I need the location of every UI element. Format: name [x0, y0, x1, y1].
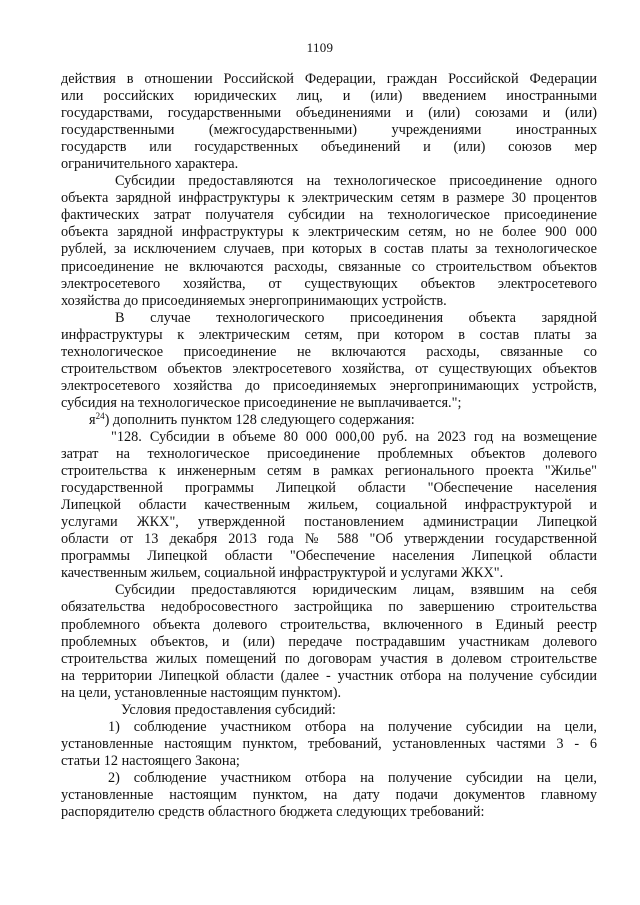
text-line: Субсидии предоставляются на технологическое присоединение одного	[115, 173, 597, 190]
text-line: затрат на технологическое присоединение проблемных объектов долевого	[61, 446, 597, 463]
text-line: рублей, за исключением случаев, при которых в состав платы за технологическое	[61, 241, 597, 258]
text-line: программы Липецкой области "Обеспечение населения Липецкой области	[61, 548, 597, 565]
text-block-conditions	[61, 719, 597, 821]
text-line: субсидия на технологическое присоединение не выплачивается.";	[61, 394, 462, 411]
conditions-heading	[61, 702, 597, 719]
amendment-prefix: я	[89, 411, 96, 428]
text-line: государственными (межгосударственными) учреждениями иностранных	[61, 122, 597, 139]
text-line: статьи 12 настоящего Закона;	[61, 752, 240, 769]
text-line: услугами ЖКХ", утвержденной постановлением администрации Липецкой	[61, 514, 597, 531]
text-line: Липецкой области качественным жильем, социальной инфраструктурой и	[61, 497, 597, 514]
text-line: на цели, установленные настоящим пунктом).	[61, 684, 342, 701]
text-line: строительства к инженерным сетям в рамках регионального проекта "Жилье"	[61, 463, 597, 480]
text-line: 1) соблюдение участником отбора на получение субсидии на цели,	[108, 718, 597, 735]
text-line: строительства жилых помещений по договорам участия в долевом строительстве	[61, 650, 597, 667]
text-line: распорядителю средств областного бюджета следующих требований:	[61, 804, 485, 821]
text-line: обязательства недобросовестного застройщика по завершению строительства	[61, 599, 597, 616]
text-line: проблемного объекта долевого строительства, включенного в Единый реестр	[61, 616, 597, 633]
text-line: инфраструктуры к электрическим сетям, при котором в состав платы за	[61, 326, 597, 343]
text-line: объекта зарядной инфраструктуры к электрическим сетям в размере 30 процентов	[61, 190, 597, 207]
amendment-superscript: 24	[95, 410, 105, 421]
text-block-point-128	[61, 429, 597, 702]
conditions-heading-text: Условия предоставления субсидий:	[121, 701, 336, 718]
text-line: электросетевого хозяйства до присоединяемых энергопринимающих устройств,	[61, 377, 597, 394]
text-line: действия в отношении Российской Федерации, граждан Российской Федерации	[61, 71, 597, 87]
text-line: объекта зарядной инфраструктуры к электрическим сетям, но не более 900 000	[61, 224, 597, 241]
text-line: области от 13 декабря 2013 года № 588 "Об утверждении государственной	[61, 531, 597, 548]
text-line: хозяйства до присоединяемых энергопринимающих устройств.	[61, 292, 447, 309]
text-line: фактических затрат получателя субсидии на технологическое присоединение	[61, 207, 597, 224]
paragraph	[61, 429, 597, 582]
text-line: на территории Липецкой области (далее - участник отбора на получение субсидии	[61, 667, 597, 684]
amendment-rest: ) дополнить пунктом 128 следующего содержания:	[104, 411, 415, 428]
text-line: Субсидии предоставляются юридическим лицам, взявшим на себя	[115, 582, 597, 599]
text-line: электросетевого хозяйства, от существующих объектов электросетевого	[61, 275, 597, 292]
text-line: государств или государственных объединений и (или) союзов мер	[61, 139, 597, 156]
text-line: проблемных объектов, и (или) передаче пострадавшим участникам долевого	[61, 633, 597, 650]
paragraph	[61, 173, 597, 309]
text-line: присоединение не включаются расходы, связанные со строительством объектов	[61, 258, 597, 275]
text-line: государствами, государственными объединениями и (или) союзами и (или)	[61, 105, 597, 122]
text-line: качественным жильем, социальной инфраструктурой и услугами ЖКХ".	[61, 565, 504, 582]
text-line: "128. Субсидии в объеме 80 000 000,00 руб. на 2023 год на возмещение	[111, 428, 597, 445]
text-line: технологическое присоединение не включаются расходы, связанные со	[61, 343, 597, 360]
paragraph	[61, 582, 597, 701]
text-line: строительством объектов электросетевого хозяйства, от существующих объектов	[61, 360, 597, 377]
page-number: 1109	[306, 40, 334, 55]
paragraph	[61, 310, 597, 412]
text-block-continuation	[61, 71, 597, 412]
paragraph	[61, 770, 597, 821]
amendment-line	[61, 412, 597, 429]
text-line: или российских юридических лиц, и (или) введением иностранными	[61, 88, 597, 105]
text-line: установленные настоящим пунктом, на дату подачи документов главному	[61, 786, 597, 803]
text-line: установленные настоящим пунктом, требований, установленных частями 3 - 6	[61, 735, 597, 752]
text-line: В случае технологического присоединения объекта зарядной	[115, 309, 597, 326]
text-line: 2) соблюдение участником отбора на получение субсидии на цели,	[108, 769, 597, 786]
text-line: государственной программы Липецкой области "Обеспечение населения	[61, 480, 597, 497]
document-body	[61, 71, 597, 821]
paragraph	[61, 719, 597, 770]
text-line: ограничительного характера.	[61, 156, 239, 173]
paragraph	[61, 71, 597, 173]
